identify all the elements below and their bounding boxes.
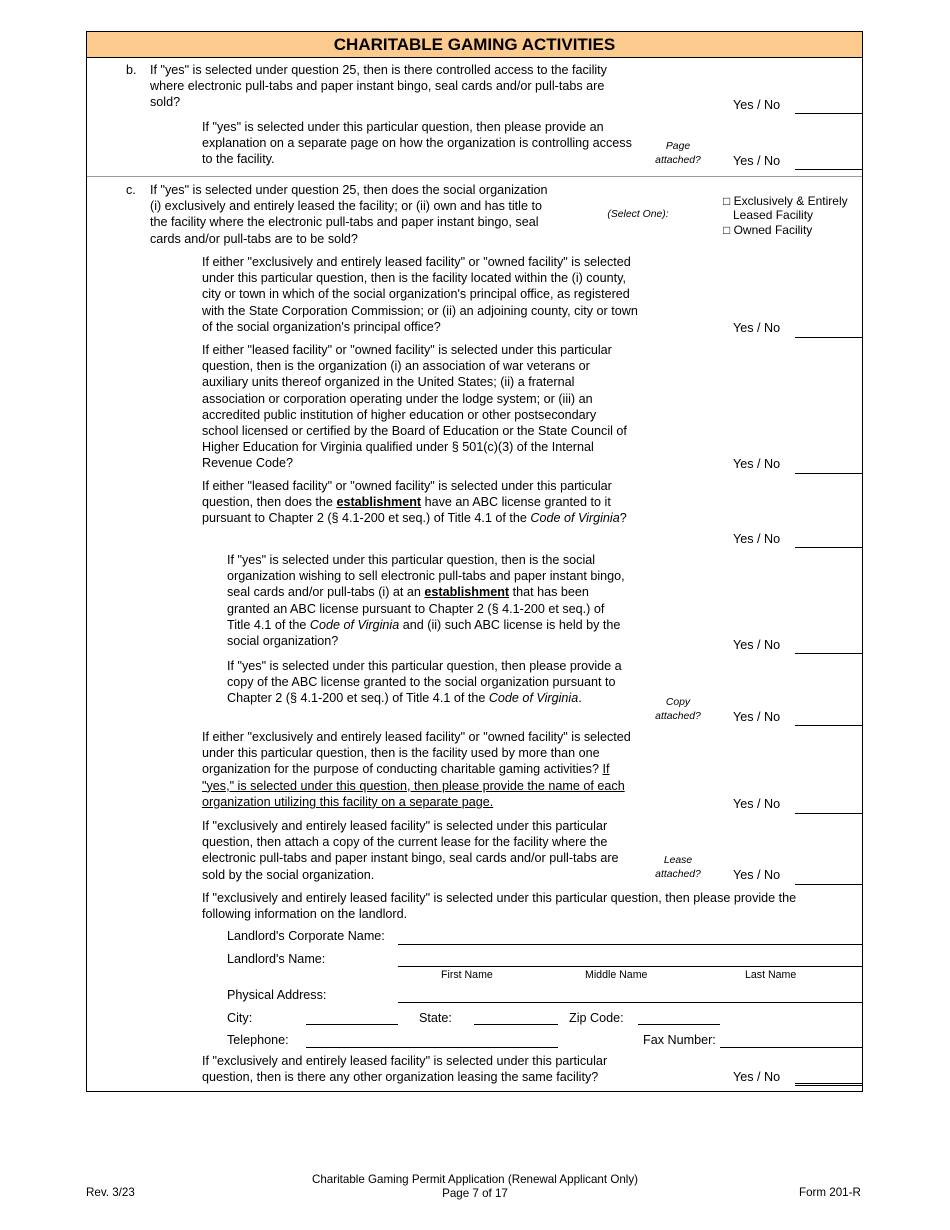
option-exclusively-leased[interactable] xyxy=(723,194,848,209)
footer-form-number: Form 201-R xyxy=(799,1186,861,1199)
question-c6-text xyxy=(202,729,638,810)
landlord-corporate-name-label: Landlord's Corporate Name: xyxy=(227,929,385,943)
last-name-caption: Last Name xyxy=(745,969,797,981)
question-c8-text: If "exclusively and entirely leased facility" is selected under this particular question, then please provide the following information on the landlord. xyxy=(202,891,797,922)
option-owned-label: □ Owned Facility xyxy=(723,223,813,237)
q6-text-b: If "yes," is selected under this question, then please provide the name of each organization utilizing this facility on a separate page. xyxy=(202,762,625,809)
question-c4-answer-line[interactable] xyxy=(795,653,863,654)
question-c9-answer-line[interactable] xyxy=(795,1083,863,1086)
q4-text-e: and (ii) such ABC license is held by the social organization? xyxy=(227,617,621,649)
question-c4-text xyxy=(227,552,627,649)
city-label: City: xyxy=(227,1011,253,1025)
q4-code-of-virginia: Code of Virginia xyxy=(309,617,400,632)
telephone-field[interactable] xyxy=(306,1047,558,1048)
question-c3-text xyxy=(202,478,632,527)
question-c6-yes-no: Yes / No xyxy=(733,797,781,811)
fax-field[interactable] xyxy=(720,1047,863,1048)
physical-address-label: Physical Address: xyxy=(227,988,327,1002)
page-attached-note: Page attached? xyxy=(655,141,701,166)
landlord-name-label: Landlord's Name: xyxy=(227,952,326,966)
city-field[interactable] xyxy=(306,1024,398,1025)
q3-text-e: ? xyxy=(619,511,627,526)
copy-attached-note: Copy attached? xyxy=(655,697,701,722)
select-one-note: (Select One): xyxy=(607,209,669,220)
question-c5-answer-line[interactable] xyxy=(795,725,863,726)
question-c7-answer-line[interactable] xyxy=(795,884,863,885)
q4-text-c: that has been granted an ABC license pursuant to Chapter 2 (§ 4.1-200 et seq.) of Title 4.1 of the xyxy=(227,585,605,632)
question-c-letter: c. xyxy=(126,183,136,197)
q5-text-a: If "yes" is selected under this particular question, then please provide a copy of the ABC license granted to the social organization pursuant to Chapter 2 (§ 4.1-200 et seq.) of Title 4.1 of the xyxy=(227,659,622,706)
zip-label: Zip Code: xyxy=(569,1011,624,1025)
question-c5-yes-no: Yes / No xyxy=(733,710,781,724)
section-separator xyxy=(87,176,862,177)
footer-page-number: Page 7 of 17 xyxy=(442,1187,508,1200)
question-c7-text: If "exclusively and entirely leased facility" is selected under this particular question, then attach a copy of the current lease for the facility where the electronic pull-tabs and paper instant bingo, seal cards and/or pull-tabs are sold by the social organization. xyxy=(202,819,619,882)
section-header: CHARITABLE GAMING ACTIVITIES xyxy=(86,31,863,58)
landlord-name-field[interactable] xyxy=(398,966,863,967)
question-c5-text xyxy=(227,658,629,707)
q4-text-a: If "yes" is selected under this particular question, then is the social organization wishing to sell electronic pull-tabs and paper instant bingo, seal cards and/or pull-tabs (i) at an xyxy=(227,553,625,600)
q5-code-of-virginia: Code of Virginia xyxy=(488,691,579,706)
telephone-label: Telephone: xyxy=(227,1033,289,1047)
page-attached-yes-no: Yes / No xyxy=(733,154,781,168)
question-c9-yes-no: Yes / No xyxy=(733,1070,781,1084)
question-b-yes-no: Yes / No xyxy=(733,98,781,112)
option-exclusively-label: □ Exclusively & Entirely xyxy=(723,194,848,208)
question-c1-answer-line[interactable] xyxy=(795,337,863,338)
question-b-letter: b. xyxy=(126,63,137,77)
question-c7-yes-no: Yes / No xyxy=(733,868,781,882)
q4-establishment: establishment xyxy=(424,585,510,600)
middle-name-caption: Middle Name xyxy=(585,969,648,981)
footer-revision: Rev. 3/23 xyxy=(86,1186,135,1199)
lease-attached-note: Lease attached? xyxy=(655,855,701,880)
q3-code-of-virginia: Code of Virginia xyxy=(530,511,620,526)
question-c3-yes-no: Yes / No xyxy=(733,532,781,546)
question-b-text: If "yes" is selected under question 25, then is there controlled access to the facility where electronic pull-tabs and paper instant bingo, seal cards and/or pull-tabs are sold? xyxy=(150,63,607,110)
question-c2-yes-no: Yes / No xyxy=(733,457,781,471)
question-c4-yes-no: Yes / No xyxy=(733,638,781,652)
first-name-caption: First Name xyxy=(441,969,493,981)
footer-title: Charitable Gaming Permit Application (Renewal Applicant Only) xyxy=(311,1173,639,1186)
question-b-answer-line[interactable] xyxy=(795,113,863,114)
fax-label: Fax Number: xyxy=(643,1033,716,1047)
question-c9-text: If "exclusively and entirely leased facility" is selected under this particular question, then is there any other organization leasing the same facility? xyxy=(202,1054,608,1085)
q6-text-a: If either "exclusively and entirely leased facility" or "owned facility" is selected under this particular question, then is the facility used by more than one organization for the purpose of conducting charitable gaming activities? xyxy=(202,730,631,777)
option-owned-facility[interactable] xyxy=(723,223,812,238)
question-c2-answer-line[interactable] xyxy=(795,473,863,474)
question-c1-yes-no: Yes / No xyxy=(733,321,781,335)
question-c2-text: If either "leased facility" or "owned facility" is selected under this particular question, then is the organization (i) an association of war veterans or auxiliary units thereof organized in the United States; (ii) a fraternal association or corporation operating under the lodge system; or (iii) an accredited public institution of higher education or other postsecondary school licensed or certified by the Board of Education or the State Council of Higher Education for Virginia qualified under § 501(c)(3) of the Internal Revenue Code? xyxy=(202,343,627,471)
q5-text-c: . xyxy=(578,691,582,706)
question-c6-answer-line[interactable] xyxy=(795,813,863,814)
physical-address-field[interactable] xyxy=(398,1002,863,1003)
page-attached-answer-line[interactable] xyxy=(795,169,863,170)
q3-text-c: have an ABC license granted to it pursuant to Chapter 2 (§ 4.1-200 et seq.) of Title 4.1 of the xyxy=(202,495,611,526)
question-c3-answer-line[interactable] xyxy=(795,547,863,548)
question-c1-text: If either "exclusively and entirely leased facility" or "owned facility" is selected under this particular question, then is the facility located within the (i) county, city or town in which of the social organization's principal office, as registered with the State Corporation Commission; or (ii) an adjoining county, city or town of the social organization's principal office? xyxy=(202,255,638,334)
question-c-text: If "yes" is selected under question 25, then does the social organization (i) exclusively and entirely leased the facility; or (ii) own and has title to the facility where the electronic pull-tabs and paper instant bingo, seal cards and/or pull-tabs are to be sold? xyxy=(150,183,548,246)
zip-field[interactable] xyxy=(638,1024,720,1025)
question-b-sub-text: If "yes" is selected under this particular question, then please provide an explanation on a separate page on how the organization is controlling access to the facility. xyxy=(202,120,632,167)
landlord-corporate-name-field[interactable] xyxy=(398,944,863,945)
q3-text-a: If either "leased facility" or "owned facility" is selected under this particular question, then does the xyxy=(202,479,612,510)
state-label: State: xyxy=(419,1011,452,1025)
q3-establishment: establishment xyxy=(336,495,422,510)
option-leased-facility-label: Leased Facility xyxy=(733,208,814,222)
state-field[interactable] xyxy=(474,1024,558,1025)
